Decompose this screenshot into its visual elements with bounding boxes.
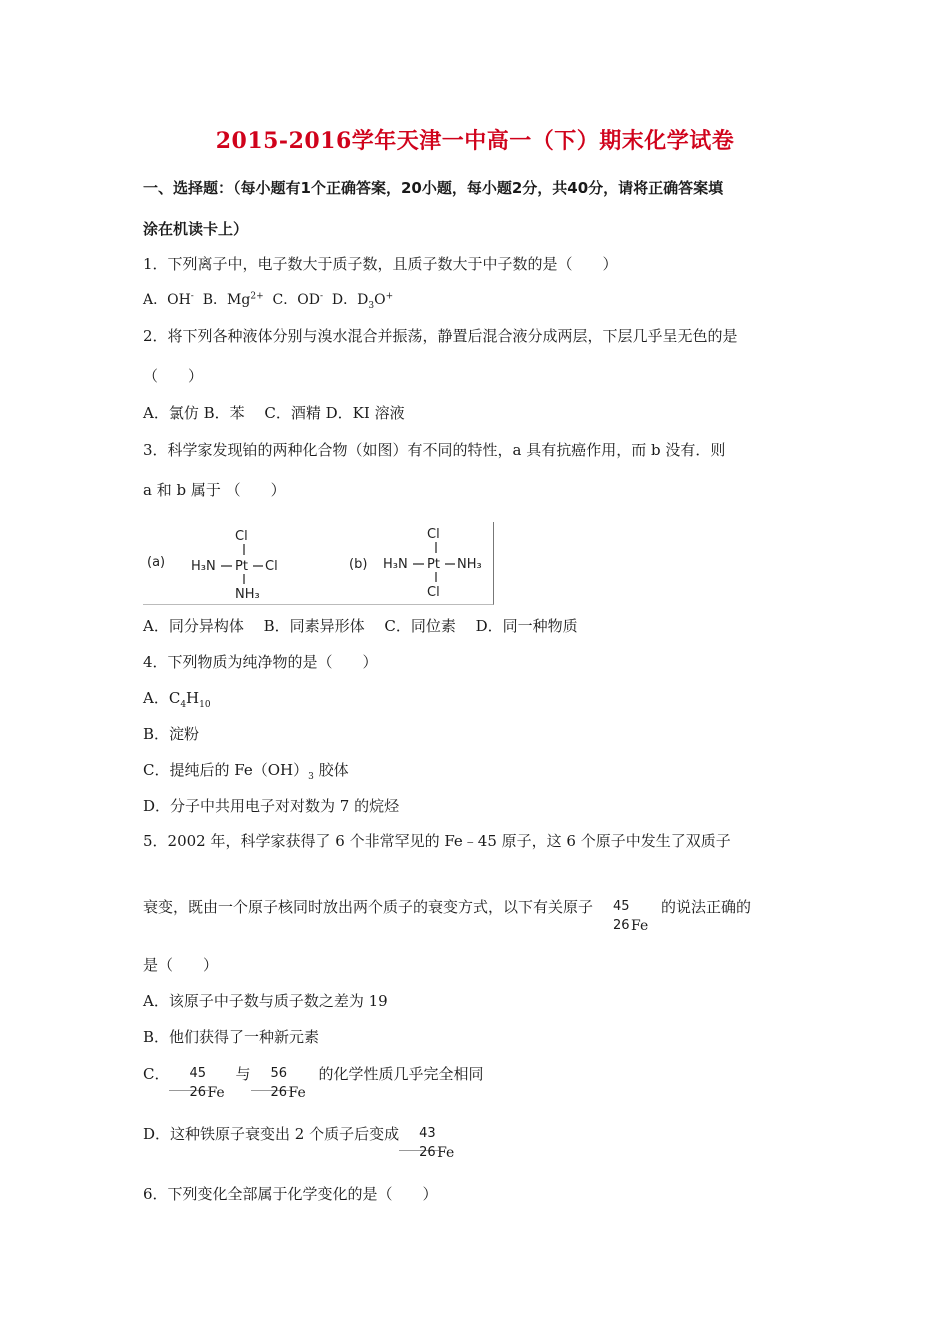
page-title: 2015-2016学年天津一中高一（下）期末化学试卷	[215, 128, 735, 154]
b-right-nh3: NH₃	[457, 557, 482, 572]
a-bottom-nh3: NH₃	[235, 587, 260, 602]
b-top-cl: Cl	[427, 527, 440, 542]
q1-option-a: A．OH-	[143, 291, 194, 308]
b-center-pt: Pt	[427, 557, 440, 572]
isotope-fe45-notation: 45 26 Fe	[613, 899, 649, 934]
isotope-fe45-notation: 45 26 Fe	[169, 1052, 215, 1096]
question-3-options: A．同分异构体 B．同素异形体 C．同位素 D．同一种物质	[143, 617, 578, 635]
question-1-options	[143, 290, 393, 310]
q4-option-a: A．$C_4H_{10}$	[143, 689, 211, 710]
q5-option-d: D．这种铁原子衰变出 2 个质子后变成 43 26 Fe	[143, 1112, 445, 1156]
q1-option-b: B．$Mg^{2+}$	[202, 291, 264, 308]
q5-option-c: C． 45 26 Fe 与 56 26 Fe 的化学性质几乎完全相同	[143, 1052, 484, 1096]
question-2-stem: 2．将下列各种液体分别与溴水混合并振荡，静置后混合液分成两层，下层几乎呈无色的是	[143, 327, 738, 345]
b-left-h3n: H₃N	[383, 557, 408, 572]
q5-option-a: A．该原子中子数与质子数之差为 19	[143, 992, 388, 1010]
question-2-options: A．氯仿 B．苯 C．酒精 D．KI 溶液	[143, 404, 405, 422]
question-5-stem-cont: 衰变，既由一个原子核同时放出两个质子的衰变方式，以下有关原子 45 26 Fe 的说法正确的	[143, 885, 751, 929]
a-top-cl: Cl	[235, 529, 248, 544]
isotope-fe56-notation: 56 26 Fe	[251, 1052, 297, 1096]
question-6-stem: 6．下列变化全部属于化学变化的是（ ）	[143, 1185, 438, 1203]
question-4-stem: 4．下列物质为纯净物的是（ ）	[143, 653, 378, 671]
question-2-stem-cont: （ ）	[143, 367, 204, 385]
q4-option-c: C．提纯后的 $Fe(OH)_3$ 胶体	[143, 761, 349, 782]
q4-option-b: B．淀粉	[143, 725, 200, 743]
a-right-cl: Cl	[265, 559, 278, 574]
section-heading: 一、选择题：（每小题有1个正确答案，20小题，每小题2分，共40分，请将正确答案填	[143, 179, 724, 197]
a-center-pt: Pt	[235, 559, 248, 574]
a-left-h3n: H₃N	[191, 559, 216, 574]
q1-option-c: C．OD-	[272, 291, 323, 308]
question-5-stem-end: 是（ ）	[143, 956, 219, 974]
b-bottom-cl: Cl	[427, 585, 440, 600]
question-5-stem: 5．2002 年，科学家获得了 6 个非常罕见的 Fe﹣45 原子，这 6 个原子中发生了双质子	[143, 832, 731, 850]
platinum-compounds-figure	[143, 522, 494, 605]
question-1-stem: 1．下列离子中，电子数大于质子数，且质子数大于中子数的是（ ）	[143, 255, 618, 273]
q1-option-d: D．$D_3O^+$	[331, 291, 394, 311]
q5-option-b: B．他们获得了一种新元素	[143, 1028, 320, 1046]
question-3-stem-cont: a 和 b 属于 （ ）	[143, 481, 286, 499]
isotope-fe43-notation: 43 26 Fe	[399, 1112, 445, 1156]
figure-label-a: (a)	[147, 555, 166, 570]
q4-option-d: D．分子中共用电子对对数为 7 的烷烃	[143, 797, 400, 815]
question-3-stem: 3．科学家发现铂的两种化合物（如图）有不同的特性，a 具有抗癌作用，而 b 没有．则	[143, 441, 726, 459]
section-heading-cont: 涂在机读卡上）	[143, 220, 249, 238]
figure-label-b: (b)	[349, 557, 368, 572]
